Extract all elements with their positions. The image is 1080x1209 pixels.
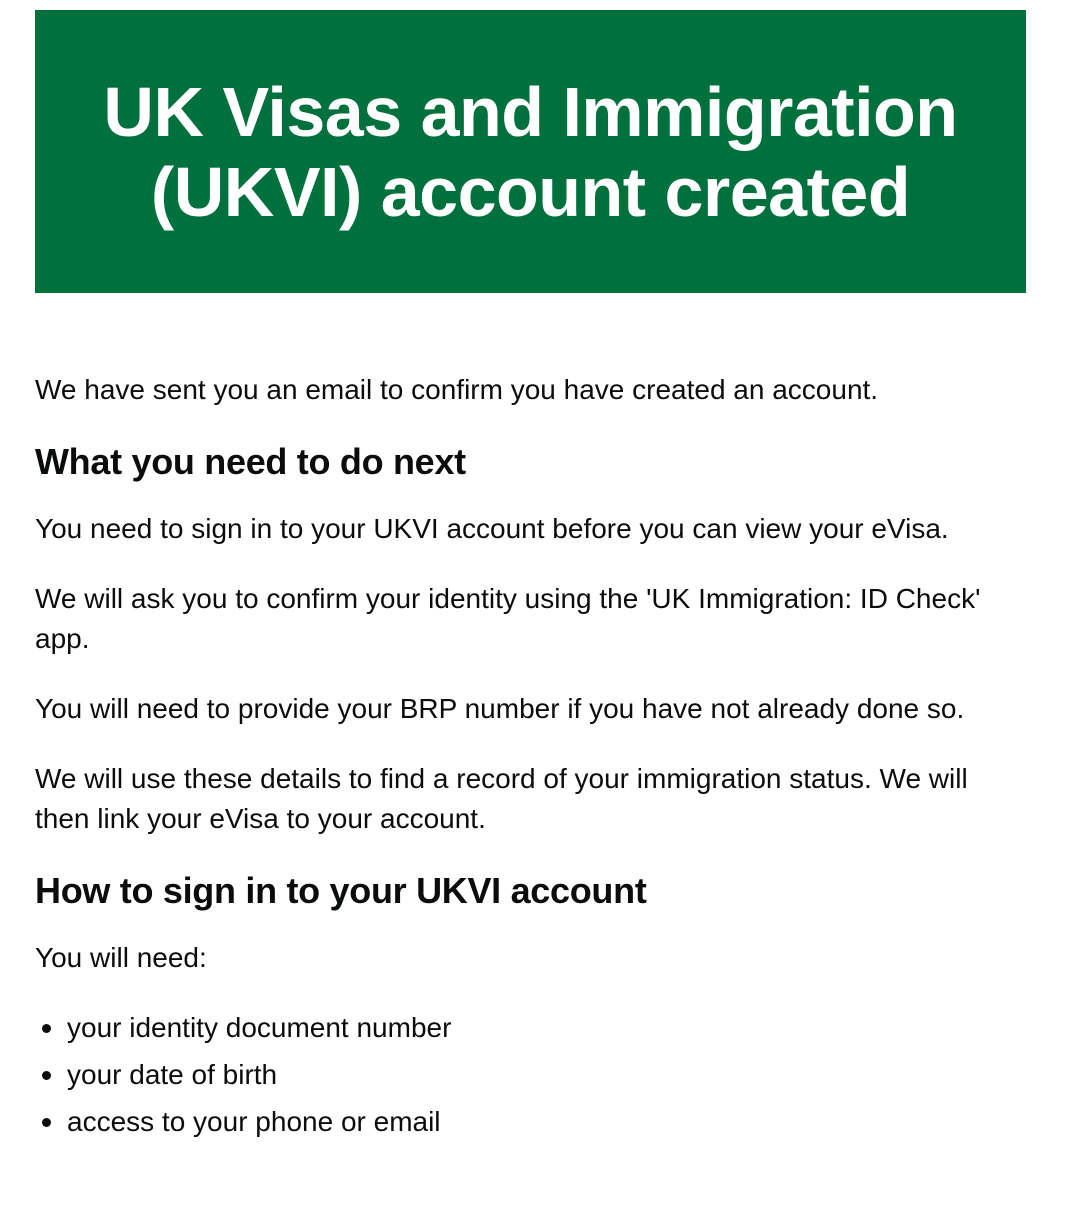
list-item: your date of birth xyxy=(67,1055,1025,1095)
panel-title-line-2: (UKVI) account created xyxy=(150,152,911,231)
next-steps-paragraph: You will need to provide your BRP number if you have not already done so. xyxy=(35,693,965,724)
next-steps-paragraph: We will use these details to find a record of your immigration status. We will then link your eVisa to your account. xyxy=(35,763,968,834)
panel-title xyxy=(103,72,957,232)
next-steps-heading: What you need to do next xyxy=(35,441,466,482)
requirements-list xyxy=(35,1008,1025,1142)
sign-in-lead: You will need: xyxy=(35,942,207,973)
list-item: your identity document number xyxy=(67,1008,1025,1048)
main-content xyxy=(35,370,1025,1149)
confirmation-panel xyxy=(35,10,1026,293)
sign-in-heading: How to sign in to your UKVI account xyxy=(35,870,647,911)
next-steps-paragraph: You need to sign in to your UKVI account before you can view your eVisa. xyxy=(35,513,949,544)
list-item: access to your phone or email xyxy=(67,1102,1025,1142)
panel-title-line-1: UK Visas and Immigration xyxy=(103,72,958,151)
next-steps-paragraph: We will ask you to confirm your identity using the 'UK Immigration: ID Check' app. xyxy=(35,583,981,654)
intro-text: We have sent you an email to confirm you have created an account. xyxy=(35,374,879,405)
